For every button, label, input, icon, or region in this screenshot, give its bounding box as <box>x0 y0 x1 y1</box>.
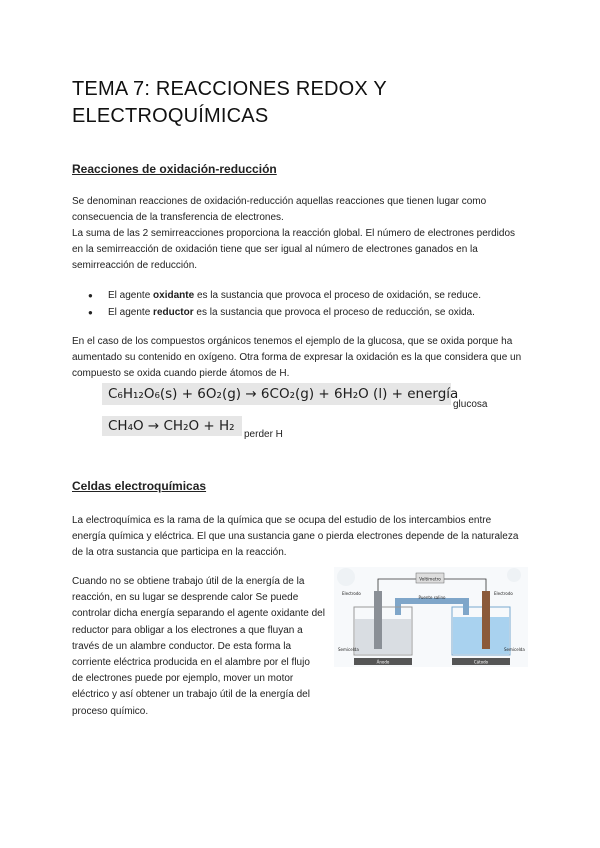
anode-label: Ánodo <box>376 659 390 665</box>
electrochemical-cell-diagram <box>334 567 528 667</box>
paragraph-glucose <box>72 334 521 382</box>
decorative-bubble <box>507 568 521 582</box>
cathode-label: Cátodo <box>473 659 489 665</box>
title-line-1: TEMA 7: REACCIONES REDOX Y <box>72 78 387 100</box>
paragraph-line: compuesto se oxida cuando pierde átomos de H. <box>72 368 290 379</box>
bullet-bold-term: oxidante <box>153 290 195 301</box>
paragraph-line: semirreacción de reducción. <box>72 260 198 271</box>
formula-label-perder-h: perder H <box>244 429 283 440</box>
paragraph-line: de electrones puede por ejemplo, mover un motor <box>72 673 294 685</box>
paragraph-definition <box>72 194 515 274</box>
right-electrode-label: Electrodo <box>494 591 513 596</box>
paragraph-line: corriente eléctrica producida en el alambre por el flujo <box>72 657 310 669</box>
left-electrode <box>374 591 382 649</box>
paragraph-cells <box>72 574 325 720</box>
paragraph-line: proceso químico. <box>72 705 149 717</box>
bullet-text: es la sustancia que provoca el proceso de reducción, se oxida. <box>193 307 475 318</box>
decorative-bubble <box>337 568 355 586</box>
paragraph-line: de la otra sustancia que participa en la reacción. <box>72 547 287 558</box>
bullet-text: El agente <box>108 307 154 318</box>
section-heading-cells: Celdas electroquímicas <box>72 479 207 493</box>
page-title <box>72 76 492 130</box>
bullet-text: El agente <box>108 290 154 301</box>
title-line-2: ELECTROQUÍMICAS <box>72 105 269 127</box>
paragraph-line: reductor para obligar a los electrones a que fluyan a <box>72 624 303 636</box>
bullet-text: es la sustancia que provoca el proceso de oxidación, se reduce. <box>194 290 482 301</box>
paragraph-line: En el caso de los compuestos orgánicos tenemos el ejemplo de la glucosa, que se oxida porque ha <box>72 336 513 347</box>
paragraph-line: La electroquímica es la rama de la química que se ocupa del estudio de los intercambios entre <box>72 515 492 526</box>
list-item-reductor <box>84 305 481 322</box>
left-solution <box>355 619 411 654</box>
paragraph-line: aumentado su contenido en oxígeno. Otra forma de expresar la oxidación es la que considera que un <box>72 352 522 363</box>
paragraph-line: energía química y eléctrica. El que una sustancia gane o pierda electrones depende de la naturaleza <box>72 531 519 542</box>
right-electrode <box>482 591 490 649</box>
paragraph-line: consecuencia de la transferencia de electrones. <box>72 212 284 223</box>
bullet-bold-term: reductor <box>153 307 194 318</box>
voltmeter-label: Voltímetro <box>419 576 441 582</box>
agent-list <box>84 288 481 322</box>
left-electrode-label: Electrodo <box>342 591 361 596</box>
paragraph-line: eléctrico y así obtener un trabajo útil de la energía del <box>72 689 310 701</box>
paragraph-line: través de un alambre conductor. De esta forma la <box>72 640 292 652</box>
formula-label-glucosa: glucosa <box>453 399 488 410</box>
left-halfcell-label: Semicelda <box>338 647 359 652</box>
list-item-oxidante <box>84 288 481 305</box>
glucose-oxidation-equation: C₆H₁₂O₆(s) + 6O₂(g) → 6CO₂(g) + 6H₂O (l) + energía <box>102 383 451 405</box>
right-solution <box>453 617 509 654</box>
paragraph-line: en la semirreacción de oxidación tiene que ser igual al número de electrones ganados en la <box>72 244 478 255</box>
paragraph-line: Se denominan reacciones de oxidación-reducción aquellas reacciones que tienen lugar como <box>72 196 487 207</box>
section-heading-redox: Reacciones de oxidación-reducción <box>72 162 277 176</box>
methanol-oxidation-equation: CH₄O → CH₂O + H₂ <box>102 416 242 436</box>
paragraph-line: Cuando no se obtiene trabajo útil de la energía de la <box>72 576 305 587</box>
paragraph-line: controlar dicha energía separando el agente oxidante del <box>72 608 325 620</box>
paragraph-line: reacción, en su lugar se desprende calor Se puede <box>72 592 299 604</box>
right-halfcell-label: Semicelda <box>504 647 525 652</box>
salt-bridge-label: Puente salino <box>418 595 446 600</box>
paragraph-line: La suma de las 2 semirreacciones proporciona la reacción global. El número de electrones perdidos <box>72 228 516 239</box>
paragraph-electrochemistry <box>72 513 518 561</box>
